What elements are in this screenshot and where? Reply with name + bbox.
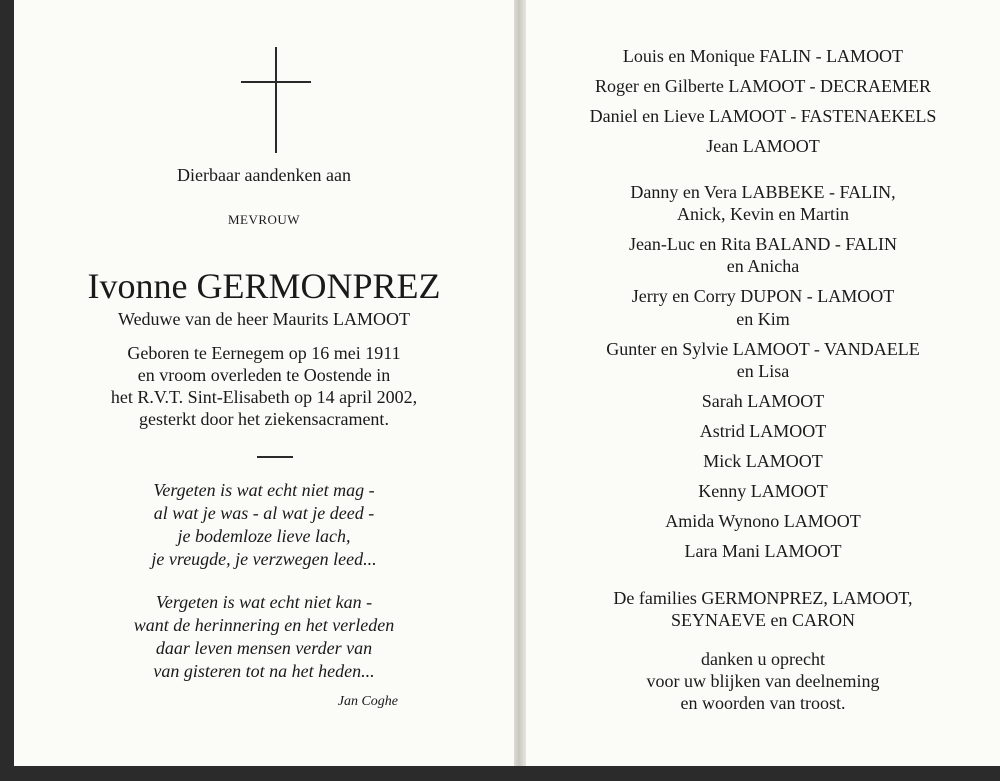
thanks-line: danken u oprecht <box>701 649 825 669</box>
family-line: Danny en Vera LABBEKE - FALIN, <box>630 182 896 202</box>
family-line: Daniel en Lieve LAMOOT - FASTENAEKELS <box>589 106 937 126</box>
family-line: Mick LAMOOT <box>703 451 823 471</box>
left-page <box>14 0 514 766</box>
family-line: Jerry en Corry DUPON - LAMOOT <box>631 286 895 306</box>
family-line: Lara Mani LAMOOT <box>684 541 842 561</box>
bio-line: gesterkt door het ziekensacrament. <box>139 409 389 429</box>
family-line: Roger en Gilberte LAMOOT - DECRAEMER <box>594 76 932 96</box>
family-line: Jean-Luc en Rita BALAND - FALIN <box>628 234 898 254</box>
family-line: Louis en Monique FALIN - LAMOOT <box>622 46 904 66</box>
poem-line: je bodemloze lieve lach, <box>177 526 351 546</box>
poem-line: Vergeten is wat echt niet kan - <box>155 592 373 612</box>
families-line: SEYNAEVE en CARON <box>671 610 855 630</box>
bio-line: het R.V.T. Sint-Elisabeth op 14 april 2002, <box>110 387 418 407</box>
heading: Dierbaar aandenken aan <box>177 165 351 185</box>
family-line: Sarah LAMOOT <box>701 391 825 411</box>
family-line: Gunter en Sylvie LAMOOT - VANDAELE <box>606 339 920 359</box>
bio-line: en vroom overleden te Oostende in <box>137 365 391 385</box>
family-line: Astrid LAMOOT <box>699 421 827 441</box>
family-line: en Lisa <box>736 361 790 381</box>
family-line: en Kim <box>736 309 790 329</box>
families-line: De families GERMONPREZ, LAMOOT, <box>613 588 913 608</box>
family-line: Amida Wynono LAMOOT <box>665 511 861 531</box>
poem-line: al wat je was - al wat je deed - <box>153 503 375 523</box>
poem-line: Vergeten is wat echt niet mag - <box>153 480 375 500</box>
thanks-line: voor uw blijken van deelneming <box>646 671 880 691</box>
right-page <box>526 0 1000 766</box>
family-line: Anick, Kevin en Martin <box>677 204 849 224</box>
poem-line: van gisteren tot na het heden... <box>153 661 375 681</box>
poem-author: Jan Coghe <box>337 694 398 709</box>
bio-line: Geboren te Eernegem op 16 mei 1911 <box>127 343 401 363</box>
poem-line: want de herinnering en het verleden <box>133 615 395 635</box>
thanks-line: en woorden van troost. <box>680 693 846 713</box>
cross-icon <box>275 47 277 153</box>
family-line: Kenny LAMOOT <box>698 481 828 501</box>
poem-line: je vreugde, je verzwegen leed... <box>151 549 377 569</box>
family-line: en Anicha <box>726 256 800 276</box>
widow-line: Weduwe van de heer Maurits LAMOOT <box>118 309 410 329</box>
family-line: Jean LAMOOT <box>706 136 820 156</box>
page-fold <box>514 0 526 766</box>
poem-line: daar leven mensen verder van <box>155 638 373 658</box>
divider <box>257 456 293 458</box>
scan-border <box>0 766 1000 781</box>
deceased-name: Ivonne GERMONPREZ <box>87 266 441 306</box>
title: MEVROUW <box>227 212 301 227</box>
cross-icon-bar <box>241 81 311 83</box>
